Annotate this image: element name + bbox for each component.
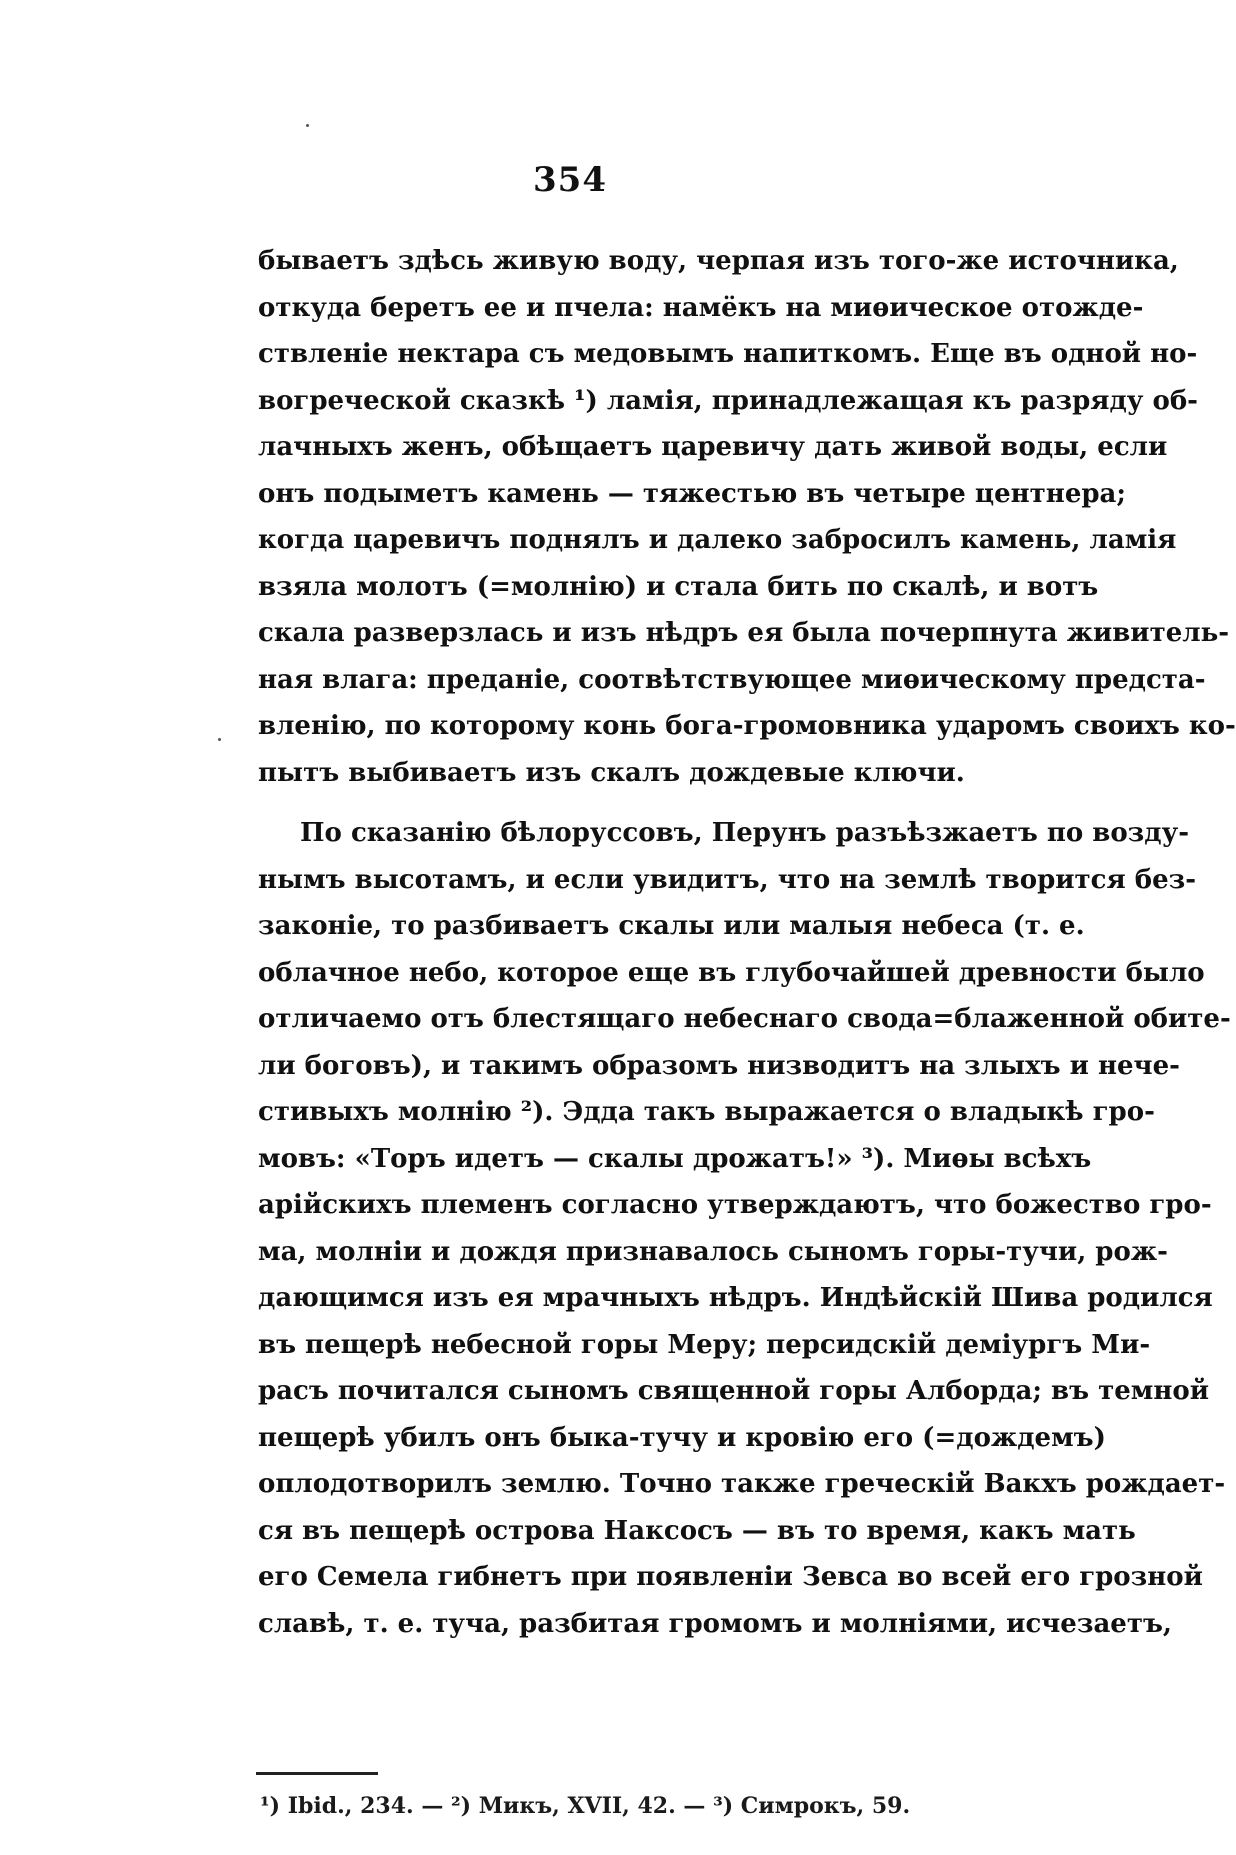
text-line: пещерѣ убилъ онъ быка-тучу и кровію его (=дождемъ) bbox=[258, 1422, 1106, 1453]
text-line: взяла молотъ (=молнію) и стала бить по скалѣ, и вотъ bbox=[258, 571, 1099, 602]
paper-speck bbox=[306, 124, 309, 127]
text-line: ма, молніи и дождя признавалось сыномъ горы-тучи, рож- bbox=[258, 1236, 1168, 1267]
text-line: скала разверзлась и изъ нѣдръ ея была почерпнута живитель- bbox=[258, 618, 1230, 648]
paragraph bbox=[258, 810, 1231, 1647]
text-line: откуда беретъ ее и пчела: намёкъ на миѳическое отожде- bbox=[258, 292, 1144, 323]
paper-speck bbox=[218, 738, 221, 741]
text-line: вленію, по которому конь бога-громовника ударомъ своихъ ко- bbox=[258, 711, 1236, 741]
text-line: законіе, то разбиваетъ скалы или малыя небеса (т. е. bbox=[258, 911, 1085, 941]
text-line: бываетъ здѣсь живую воду, черпая изъ того-же источника, bbox=[258, 246, 1179, 276]
text-line: лачныхъ женъ, обѣщаетъ царевичу дать живой воды, если bbox=[258, 432, 1168, 462]
text-line: вогреческой сказкѣ ¹) ламія, принадлежащая къ разряду об- bbox=[258, 385, 1198, 416]
text-line: въ пещерѣ небесной горы Меру; персидскій деміургъ Ми- bbox=[258, 1329, 1151, 1360]
body-text bbox=[258, 238, 1236, 1647]
text-line: По сказанію бѣлоруссовъ, Перунъ разъѣзжаетъ по возду- bbox=[300, 818, 1190, 848]
text-line: арійскихъ племенъ согласно утверждаютъ, что божество гро- bbox=[258, 1190, 1212, 1220]
text-line: ствленіе нектара съ медовымъ напиткомъ. Еще въ одной но- bbox=[258, 339, 1198, 369]
page-number: 354 bbox=[533, 160, 607, 200]
text-line: его Семела гибнетъ при появленіи Зевса во всей его грозной bbox=[258, 1562, 1203, 1592]
text-line: ли боговъ), и такимъ образомъ низводитъ на злыхъ и нече- bbox=[258, 1050, 1180, 1081]
text-line: онъ подыметъ камень — тяжестью въ четыре центнера; bbox=[258, 478, 1126, 509]
text-line: дающимся изъ ея мрачныхъ нѣдръ. Индѣйскій Шива родился bbox=[258, 1283, 1213, 1313]
text-line: облачное небо, которое еще въ глубочайшей древности было bbox=[258, 957, 1205, 988]
text-line: оплодотворилъ землю. Точно также греческій Вакхъ рождает- bbox=[258, 1469, 1226, 1499]
text-line: ная влага: преданіе, соотвѣтствующее миѳическому предста- bbox=[258, 664, 1206, 695]
text-line: расъ почитался сыномъ священной горы Алборда; въ темной bbox=[258, 1376, 1210, 1406]
paragraph-gap bbox=[258, 796, 1084, 810]
text-line: ся въ пещерѣ острова Наксосъ — въ то время, какъ мать bbox=[258, 1515, 1136, 1546]
text-line: отличаемо отъ блестящаго небеснаго свода=блаженной обите- bbox=[258, 1004, 1231, 1034]
text-line: стивыхъ молнію ²). Эдда такъ выражается о владыкѣ гро- bbox=[258, 1097, 1155, 1127]
text-line: пытъ выбиваетъ изъ скалъ дождевые ключи. bbox=[258, 757, 965, 788]
text-line: когда царевичъ поднялъ и далеко забросилъ камень, ламія bbox=[258, 525, 1177, 555]
paragraph bbox=[258, 238, 1236, 796]
footnotes: ¹) Ibid., 234. — ²) Микъ, XVII, 42. — ³) Симрокъ, 59. bbox=[260, 1793, 911, 1819]
text-line: славѣ, т. е. туча, разбитая громомъ и молніями, исчезаетъ, bbox=[258, 1608, 1172, 1639]
text-line: нымъ высотамъ, и если увидитъ, что на землѣ творится без- bbox=[258, 864, 1197, 895]
footnote-separator bbox=[256, 1772, 378, 1775]
text-line: мовъ: «Торъ идетъ — скалы дрожатъ!» ³). Миѳы всѣхъ bbox=[258, 1143, 1092, 1174]
